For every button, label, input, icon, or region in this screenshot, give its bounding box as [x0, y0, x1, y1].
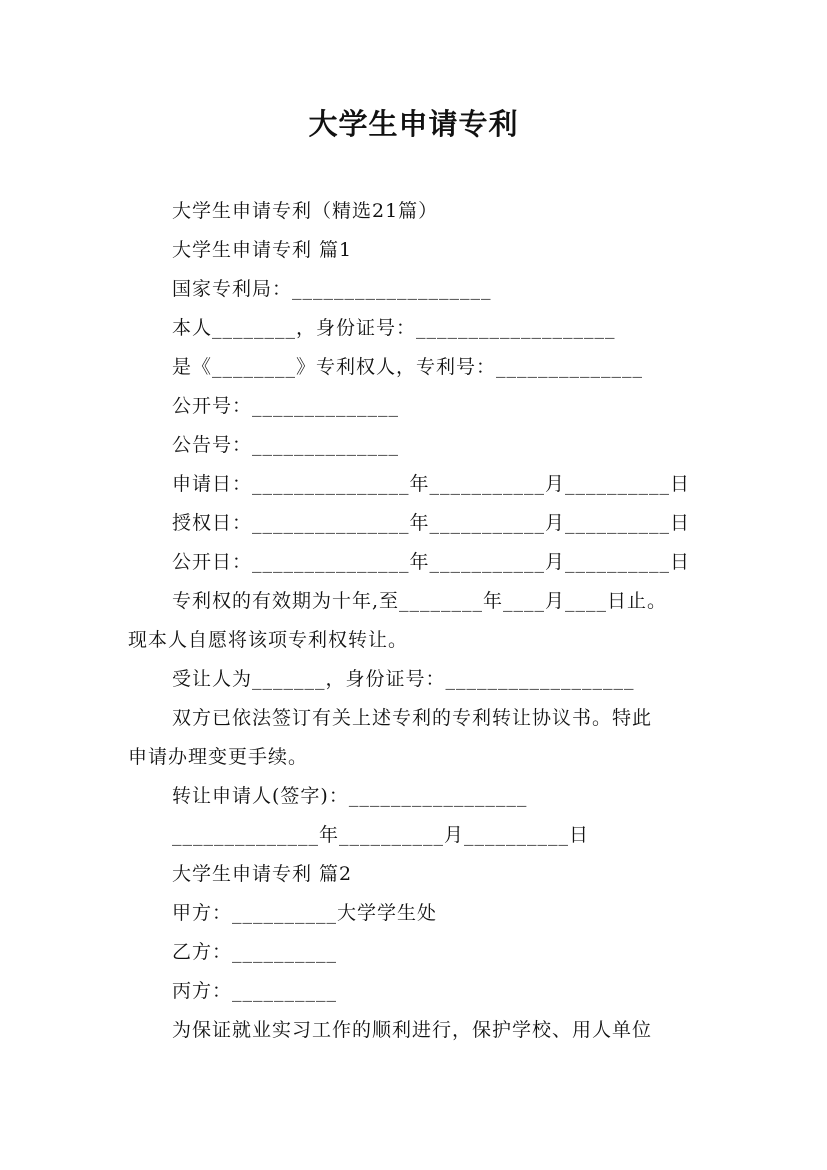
agreement-line: 双方已依法签订有关上述专利的专利转让协议书。特此 [172, 707, 653, 729]
party-c-line: 丙方：__________ [172, 980, 338, 1002]
patent-holder-line: 是《________》专利权人，专利号：______________ [172, 356, 644, 378]
announcement-number-line: 公告号：______________ [172, 434, 400, 456]
section-heading-1: 大学生申请专利 篇1 [172, 239, 353, 261]
applicant-id-line: 本人________，身份证号：___________________ [172, 317, 616, 339]
doc-subtitle: 大学生申请专利（精选21篇） [172, 200, 439, 222]
publication-number-line: 公开号：______________ [172, 395, 400, 417]
publication-date-line: 公开日：_______________年___________月__________日 [172, 551, 691, 573]
document-title: 大学生申请专利 [308, 107, 519, 141]
section-heading-2: 大学生申请专利 篇2 [172, 863, 353, 885]
purpose-line: 为保证就业实习工作的顺利进行，保护学校、用人单位 [172, 1019, 653, 1041]
grant-date-line: 授权日：_______________年___________月__________日 [172, 512, 691, 534]
signature-date-line: ______________年__________月__________日 [172, 824, 590, 846]
agreement-line-cont: 申请办理变更手续。 [128, 746, 309, 768]
party-a-line: 甲方：__________大学学生处 [172, 902, 438, 924]
transferee-line: 受让人为_______，身份证号：__________________ [172, 668, 635, 690]
application-date-line: 申请日：_______________年___________月__________日 [172, 473, 691, 495]
addressee-line: 国家专利局：___________________ [172, 278, 492, 300]
validity-line: 专利权的有效期为十年,至________年____月____日止。 [172, 590, 668, 612]
party-b-line: 乙方：__________ [172, 941, 338, 963]
validity-line-cont: 现本人自愿将该项专利权转让。 [128, 629, 409, 651]
signature-line: 转让申请人(签字)：_________________ [172, 785, 528, 807]
